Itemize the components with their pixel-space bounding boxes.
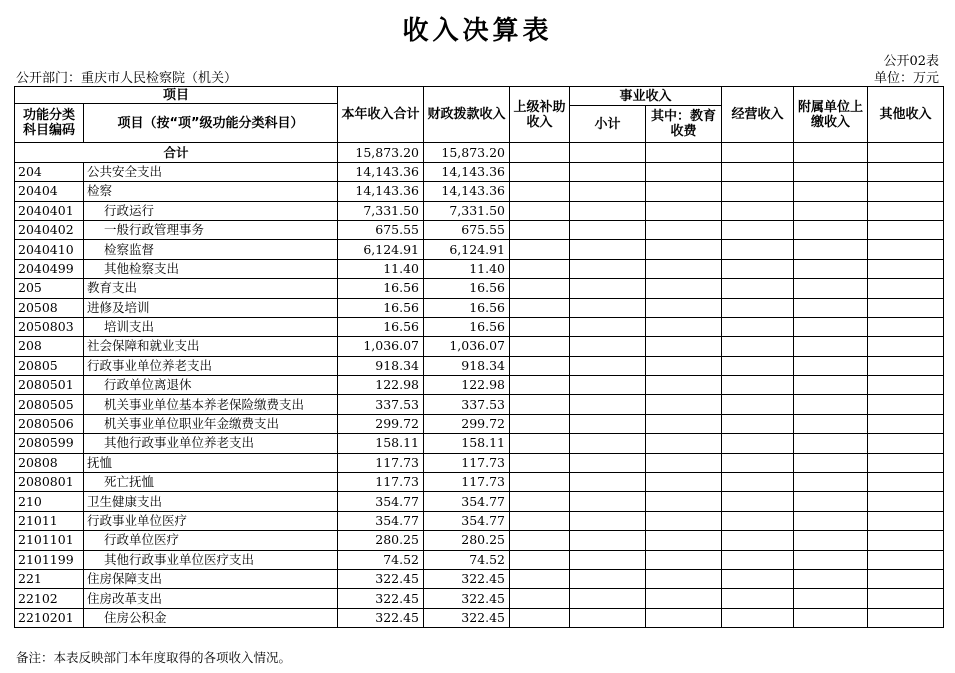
name-cell: 行政事业单位养老支出	[84, 356, 338, 375]
empty-cell	[868, 240, 944, 259]
empty-cell	[794, 531, 868, 550]
code-cell: 205	[15, 279, 84, 298]
total-income-cell: 322.45	[338, 569, 424, 588]
code-cell: 2080505	[15, 395, 84, 414]
total-income-cell: 322.45	[338, 589, 424, 608]
header-affiliated: 附属单位上缴收入	[794, 87, 868, 143]
fiscal-cell: 337.53	[424, 395, 510, 414]
empty-cell	[646, 569, 722, 588]
empty-cell	[570, 240, 646, 259]
empty-cell	[794, 143, 868, 162]
empty-cell	[722, 395, 794, 414]
fiscal-cell: 354.77	[424, 511, 510, 530]
code-cell: 221	[15, 569, 84, 588]
empty-cell	[646, 182, 722, 201]
name-cell: 住房公积金	[84, 608, 338, 627]
table-row	[15, 317, 944, 336]
empty-cell	[646, 589, 722, 608]
total-income-cell: 16.56	[338, 298, 424, 317]
empty-cell	[510, 317, 570, 336]
total-income-cell: 354.77	[338, 492, 424, 511]
empty-cell	[570, 608, 646, 627]
fiscal-cell: 6,124.91	[424, 240, 510, 259]
total-income-cell: 15,873.20	[338, 143, 424, 162]
empty-cell	[794, 356, 868, 375]
empty-cell	[794, 376, 868, 395]
empty-cell	[570, 453, 646, 472]
empty-cell	[722, 492, 794, 511]
name-cell: 机关事业单位职业年金缴费支出	[84, 414, 338, 433]
empty-cell	[722, 240, 794, 259]
department-label: 公开部门：重庆市人民检察院（机关）	[16, 71, 238, 86]
empty-cell	[794, 220, 868, 239]
code-cell: 2101199	[15, 550, 84, 569]
total-income-cell: 122.98	[338, 376, 424, 395]
empty-cell	[646, 143, 722, 162]
empty-cell	[794, 569, 868, 588]
fiscal-cell: 322.45	[424, 589, 510, 608]
empty-cell	[794, 337, 868, 356]
empty-cell	[646, 531, 722, 550]
name-cell: 检察监督	[84, 240, 338, 259]
header-fiscal: 财政拨款收入	[424, 87, 510, 143]
fiscal-cell: 117.73	[424, 453, 510, 472]
fiscal-cell: 14,143.36	[424, 182, 510, 201]
empty-cell	[794, 317, 868, 336]
total-income-cell: 16.56	[338, 279, 424, 298]
empty-cell	[868, 473, 944, 492]
empty-cell	[868, 395, 944, 414]
empty-cell	[794, 589, 868, 608]
code-cell: 2101101	[15, 531, 84, 550]
empty-cell	[868, 279, 944, 298]
total-income-cell: 14,143.36	[338, 162, 424, 181]
empty-cell	[646, 511, 722, 530]
empty-cell	[868, 589, 944, 608]
empty-cell	[646, 317, 722, 336]
fiscal-cell: 158.11	[424, 434, 510, 453]
empty-cell	[570, 279, 646, 298]
name-cell: 培训支出	[84, 317, 338, 336]
name-cell: 检察	[84, 182, 338, 201]
empty-cell	[570, 395, 646, 414]
empty-cell	[722, 337, 794, 356]
name-cell: 其他检察支出	[84, 259, 338, 278]
name-cell: 机关事业单位基本养老保险缴费支出	[84, 395, 338, 414]
fiscal-cell: 14,143.36	[424, 162, 510, 181]
empty-cell	[868, 608, 944, 627]
table-row	[15, 550, 944, 569]
name-cell: 行政运行	[84, 201, 338, 220]
empty-cell	[646, 376, 722, 395]
code-cell: 204	[15, 162, 84, 181]
empty-cell	[510, 337, 570, 356]
empty-cell	[722, 182, 794, 201]
empty-cell	[646, 492, 722, 511]
empty-cell	[868, 453, 944, 472]
empty-cell	[646, 453, 722, 472]
fiscal-cell: 299.72	[424, 414, 510, 433]
name-cell: 其他行政事业单位医疗支出	[84, 550, 338, 569]
empty-cell	[510, 395, 570, 414]
table-row	[15, 473, 944, 492]
empty-cell	[570, 569, 646, 588]
header-name: 项目（按“项”级功能分类科目）	[84, 104, 338, 143]
fiscal-cell: 918.34	[424, 356, 510, 375]
empty-cell	[646, 298, 722, 317]
name-cell: 其他行政事业单位养老支出	[84, 434, 338, 453]
name-cell: 卫生健康支出	[84, 492, 338, 511]
total-income-cell: 1,036.07	[338, 337, 424, 356]
total-income-cell: 354.77	[338, 511, 424, 530]
empty-cell	[570, 317, 646, 336]
header-edu-fee: 其中：教育收费	[646, 106, 722, 143]
empty-cell	[868, 201, 944, 220]
empty-cell	[868, 511, 944, 530]
table-row	[15, 414, 944, 433]
header-project: 项目	[15, 87, 338, 104]
empty-cell	[510, 182, 570, 201]
total-income-cell: 14,143.36	[338, 182, 424, 201]
income-table	[14, 86, 944, 628]
empty-cell	[510, 473, 570, 492]
empty-cell	[868, 376, 944, 395]
table-row	[15, 201, 944, 220]
empty-cell	[722, 531, 794, 550]
table-row	[15, 589, 944, 608]
empty-cell	[646, 395, 722, 414]
header-operating: 经营收入	[722, 87, 794, 143]
empty-cell	[570, 298, 646, 317]
name-cell: 行政事业单位医疗	[84, 511, 338, 530]
name-cell: 行政单位医疗	[84, 531, 338, 550]
empty-cell	[570, 531, 646, 550]
empty-cell	[510, 220, 570, 239]
table-row	[15, 511, 944, 530]
empty-cell	[722, 473, 794, 492]
empty-cell	[646, 414, 722, 433]
table-row	[15, 220, 944, 239]
empty-cell	[868, 492, 944, 511]
code-cell: 22102	[15, 589, 84, 608]
empty-cell	[868, 531, 944, 550]
total-income-cell: 322.45	[338, 608, 424, 627]
table-row	[15, 531, 944, 550]
empty-cell	[570, 356, 646, 375]
total-income-cell: 918.34	[338, 356, 424, 375]
empty-cell	[794, 395, 868, 414]
empty-cell	[646, 201, 722, 220]
empty-cell	[722, 317, 794, 336]
code-cell: 2040402	[15, 220, 84, 239]
empty-cell	[722, 298, 794, 317]
empty-cell	[646, 220, 722, 239]
total-income-cell: 158.11	[338, 434, 424, 453]
code-cell: 2080501	[15, 376, 84, 395]
fiscal-cell: 74.52	[424, 550, 510, 569]
empty-cell	[510, 298, 570, 317]
empty-cell	[868, 337, 944, 356]
header-total-income: 本年收入合计	[338, 87, 424, 143]
table-row	[15, 259, 944, 278]
empty-cell	[868, 356, 944, 375]
empty-cell	[722, 589, 794, 608]
empty-cell	[868, 182, 944, 201]
empty-cell	[794, 453, 868, 472]
name-cell: 公共安全支出	[84, 162, 338, 181]
code-cell: 2040410	[15, 240, 84, 259]
empty-cell	[646, 279, 722, 298]
empty-cell	[510, 531, 570, 550]
empty-cell	[510, 201, 570, 220]
code-cell: 20808	[15, 453, 84, 472]
name-cell: 社会保障和就业支出	[84, 337, 338, 356]
empty-cell	[794, 492, 868, 511]
empty-cell	[570, 473, 646, 492]
fiscal-cell: 280.25	[424, 531, 510, 550]
code-cell: 210	[15, 492, 84, 511]
code-cell: 2040499	[15, 259, 84, 278]
empty-cell	[646, 434, 722, 453]
table-row	[15, 356, 944, 375]
empty-cell	[722, 414, 794, 433]
total-label: 合计	[15, 143, 338, 162]
total-income-cell: 16.56	[338, 317, 424, 336]
total-income-cell: 299.72	[338, 414, 424, 433]
empty-cell	[722, 143, 794, 162]
empty-cell	[570, 376, 646, 395]
empty-cell	[868, 143, 944, 162]
empty-cell	[868, 259, 944, 278]
table-row	[15, 608, 944, 627]
header-business: 事业收入	[570, 87, 722, 106]
fiscal-cell: 11.40	[424, 259, 510, 278]
empty-cell	[570, 337, 646, 356]
empty-cell	[794, 434, 868, 453]
empty-cell	[868, 550, 944, 569]
fiscal-cell: 7,331.50	[424, 201, 510, 220]
table-row	[15, 376, 944, 395]
empty-cell	[868, 434, 944, 453]
empty-cell	[510, 259, 570, 278]
empty-cell	[570, 220, 646, 239]
table-row	[15, 240, 944, 259]
empty-cell	[570, 259, 646, 278]
empty-cell	[510, 279, 570, 298]
code-cell: 21011	[15, 511, 84, 530]
header-subtotal: 小计	[570, 106, 646, 143]
empty-cell	[868, 220, 944, 239]
fiscal-cell: 322.45	[424, 608, 510, 627]
empty-cell	[570, 143, 646, 162]
empty-cell	[794, 414, 868, 433]
code-cell: 2080506	[15, 414, 84, 433]
empty-cell	[510, 569, 570, 588]
fiscal-cell: 16.56	[424, 317, 510, 336]
code-cell: 2040401	[15, 201, 84, 220]
empty-cell	[570, 162, 646, 181]
table-row	[15, 279, 944, 298]
empty-cell	[794, 182, 868, 201]
fiscal-cell: 675.55	[424, 220, 510, 239]
empty-cell	[510, 550, 570, 569]
empty-cell	[868, 317, 944, 336]
empty-cell	[794, 259, 868, 278]
table-row	[15, 453, 944, 472]
empty-cell	[510, 492, 570, 511]
empty-cell	[510, 511, 570, 530]
empty-cell	[510, 453, 570, 472]
empty-cell	[794, 240, 868, 259]
table-row	[15, 395, 944, 414]
total-income-cell: 117.73	[338, 473, 424, 492]
form-number: 公开02表	[883, 54, 939, 69]
header-code: 功能分类科目编码	[15, 104, 84, 143]
total-income-cell: 675.55	[338, 220, 424, 239]
fiscal-cell: 122.98	[424, 376, 510, 395]
empty-cell	[794, 550, 868, 569]
total-income-cell: 6,124.91	[338, 240, 424, 259]
code-cell: 2080599	[15, 434, 84, 453]
empty-cell	[646, 473, 722, 492]
header-other: 其他收入	[868, 87, 944, 143]
code-cell: 20508	[15, 298, 84, 317]
empty-cell	[646, 162, 722, 181]
header-superior: 上级补助收入	[510, 87, 570, 143]
empty-cell	[646, 337, 722, 356]
empty-cell	[794, 511, 868, 530]
table-row	[15, 434, 944, 453]
code-cell: 2080801	[15, 473, 84, 492]
empty-cell	[794, 473, 868, 492]
empty-cell	[722, 511, 794, 530]
name-cell: 死亡抚恤	[84, 473, 338, 492]
empty-cell	[510, 608, 570, 627]
name-cell: 进修及培训	[84, 298, 338, 317]
fiscal-cell: 1,036.07	[424, 337, 510, 356]
empty-cell	[868, 298, 944, 317]
empty-cell	[722, 453, 794, 472]
empty-cell	[510, 143, 570, 162]
empty-cell	[794, 162, 868, 181]
table-row	[15, 298, 944, 317]
name-cell: 住房改革支出	[84, 589, 338, 608]
name-cell: 住房保障支出	[84, 569, 338, 588]
empty-cell	[868, 162, 944, 181]
empty-cell	[722, 550, 794, 569]
empty-cell	[510, 356, 570, 375]
total-income-cell: 11.40	[338, 259, 424, 278]
empty-cell	[722, 608, 794, 627]
empty-cell	[510, 434, 570, 453]
fiscal-cell: 16.56	[424, 279, 510, 298]
code-cell: 2210201	[15, 608, 84, 627]
name-cell: 行政单位离退休	[84, 376, 338, 395]
empty-cell	[722, 569, 794, 588]
code-cell: 20805	[15, 356, 84, 375]
empty-cell	[570, 550, 646, 569]
empty-cell	[794, 279, 868, 298]
empty-cell	[646, 240, 722, 259]
empty-cell	[646, 608, 722, 627]
empty-cell	[722, 220, 794, 239]
empty-cell	[722, 376, 794, 395]
empty-cell	[570, 492, 646, 511]
fiscal-cell: 117.73	[424, 473, 510, 492]
empty-cell	[722, 259, 794, 278]
name-cell: 教育支出	[84, 279, 338, 298]
table-row	[15, 162, 944, 181]
empty-cell	[722, 162, 794, 181]
fiscal-cell: 354.77	[424, 492, 510, 511]
total-income-cell: 117.73	[338, 453, 424, 472]
code-cell: 208	[15, 337, 84, 356]
empty-cell	[794, 201, 868, 220]
empty-cell	[510, 589, 570, 608]
empty-cell	[722, 279, 794, 298]
code-cell: 2050803	[15, 317, 84, 336]
footnote: 备注：本表反映部门本年度取得的各项收入情况。	[16, 650, 292, 665]
empty-cell	[794, 608, 868, 627]
empty-cell	[722, 201, 794, 220]
empty-cell	[570, 434, 646, 453]
page-title: 收入决算表	[402, 16, 553, 46]
total-income-cell: 280.25	[338, 531, 424, 550]
empty-cell	[570, 589, 646, 608]
name-cell: 一般行政管理事务	[84, 220, 338, 239]
empty-cell	[646, 356, 722, 375]
empty-cell	[868, 569, 944, 588]
table-row	[15, 337, 944, 356]
name-cell: 抚恤	[84, 453, 338, 472]
fiscal-cell: 322.45	[424, 569, 510, 588]
total-income-cell: 7,331.50	[338, 201, 424, 220]
empty-cell	[570, 201, 646, 220]
code-cell: 20404	[15, 182, 84, 201]
total-income-cell: 74.52	[338, 550, 424, 569]
empty-cell	[570, 511, 646, 530]
table-row	[15, 182, 944, 201]
empty-cell	[646, 259, 722, 278]
fiscal-cell: 16.56	[424, 298, 510, 317]
empty-cell	[722, 434, 794, 453]
empty-cell	[510, 376, 570, 395]
empty-cell	[722, 356, 794, 375]
table-row	[15, 569, 944, 588]
table-row	[15, 492, 944, 511]
empty-cell	[510, 240, 570, 259]
empty-cell	[570, 182, 646, 201]
empty-cell	[570, 414, 646, 433]
total-income-cell: 337.53	[338, 395, 424, 414]
empty-cell	[510, 414, 570, 433]
empty-cell	[646, 550, 722, 569]
total-fiscal-cell: 15,873.20	[424, 143, 510, 162]
unit-label: 单位：万元	[873, 71, 939, 86]
empty-cell	[510, 162, 570, 181]
total-row	[15, 143, 944, 162]
empty-cell	[794, 298, 868, 317]
empty-cell	[868, 414, 944, 433]
